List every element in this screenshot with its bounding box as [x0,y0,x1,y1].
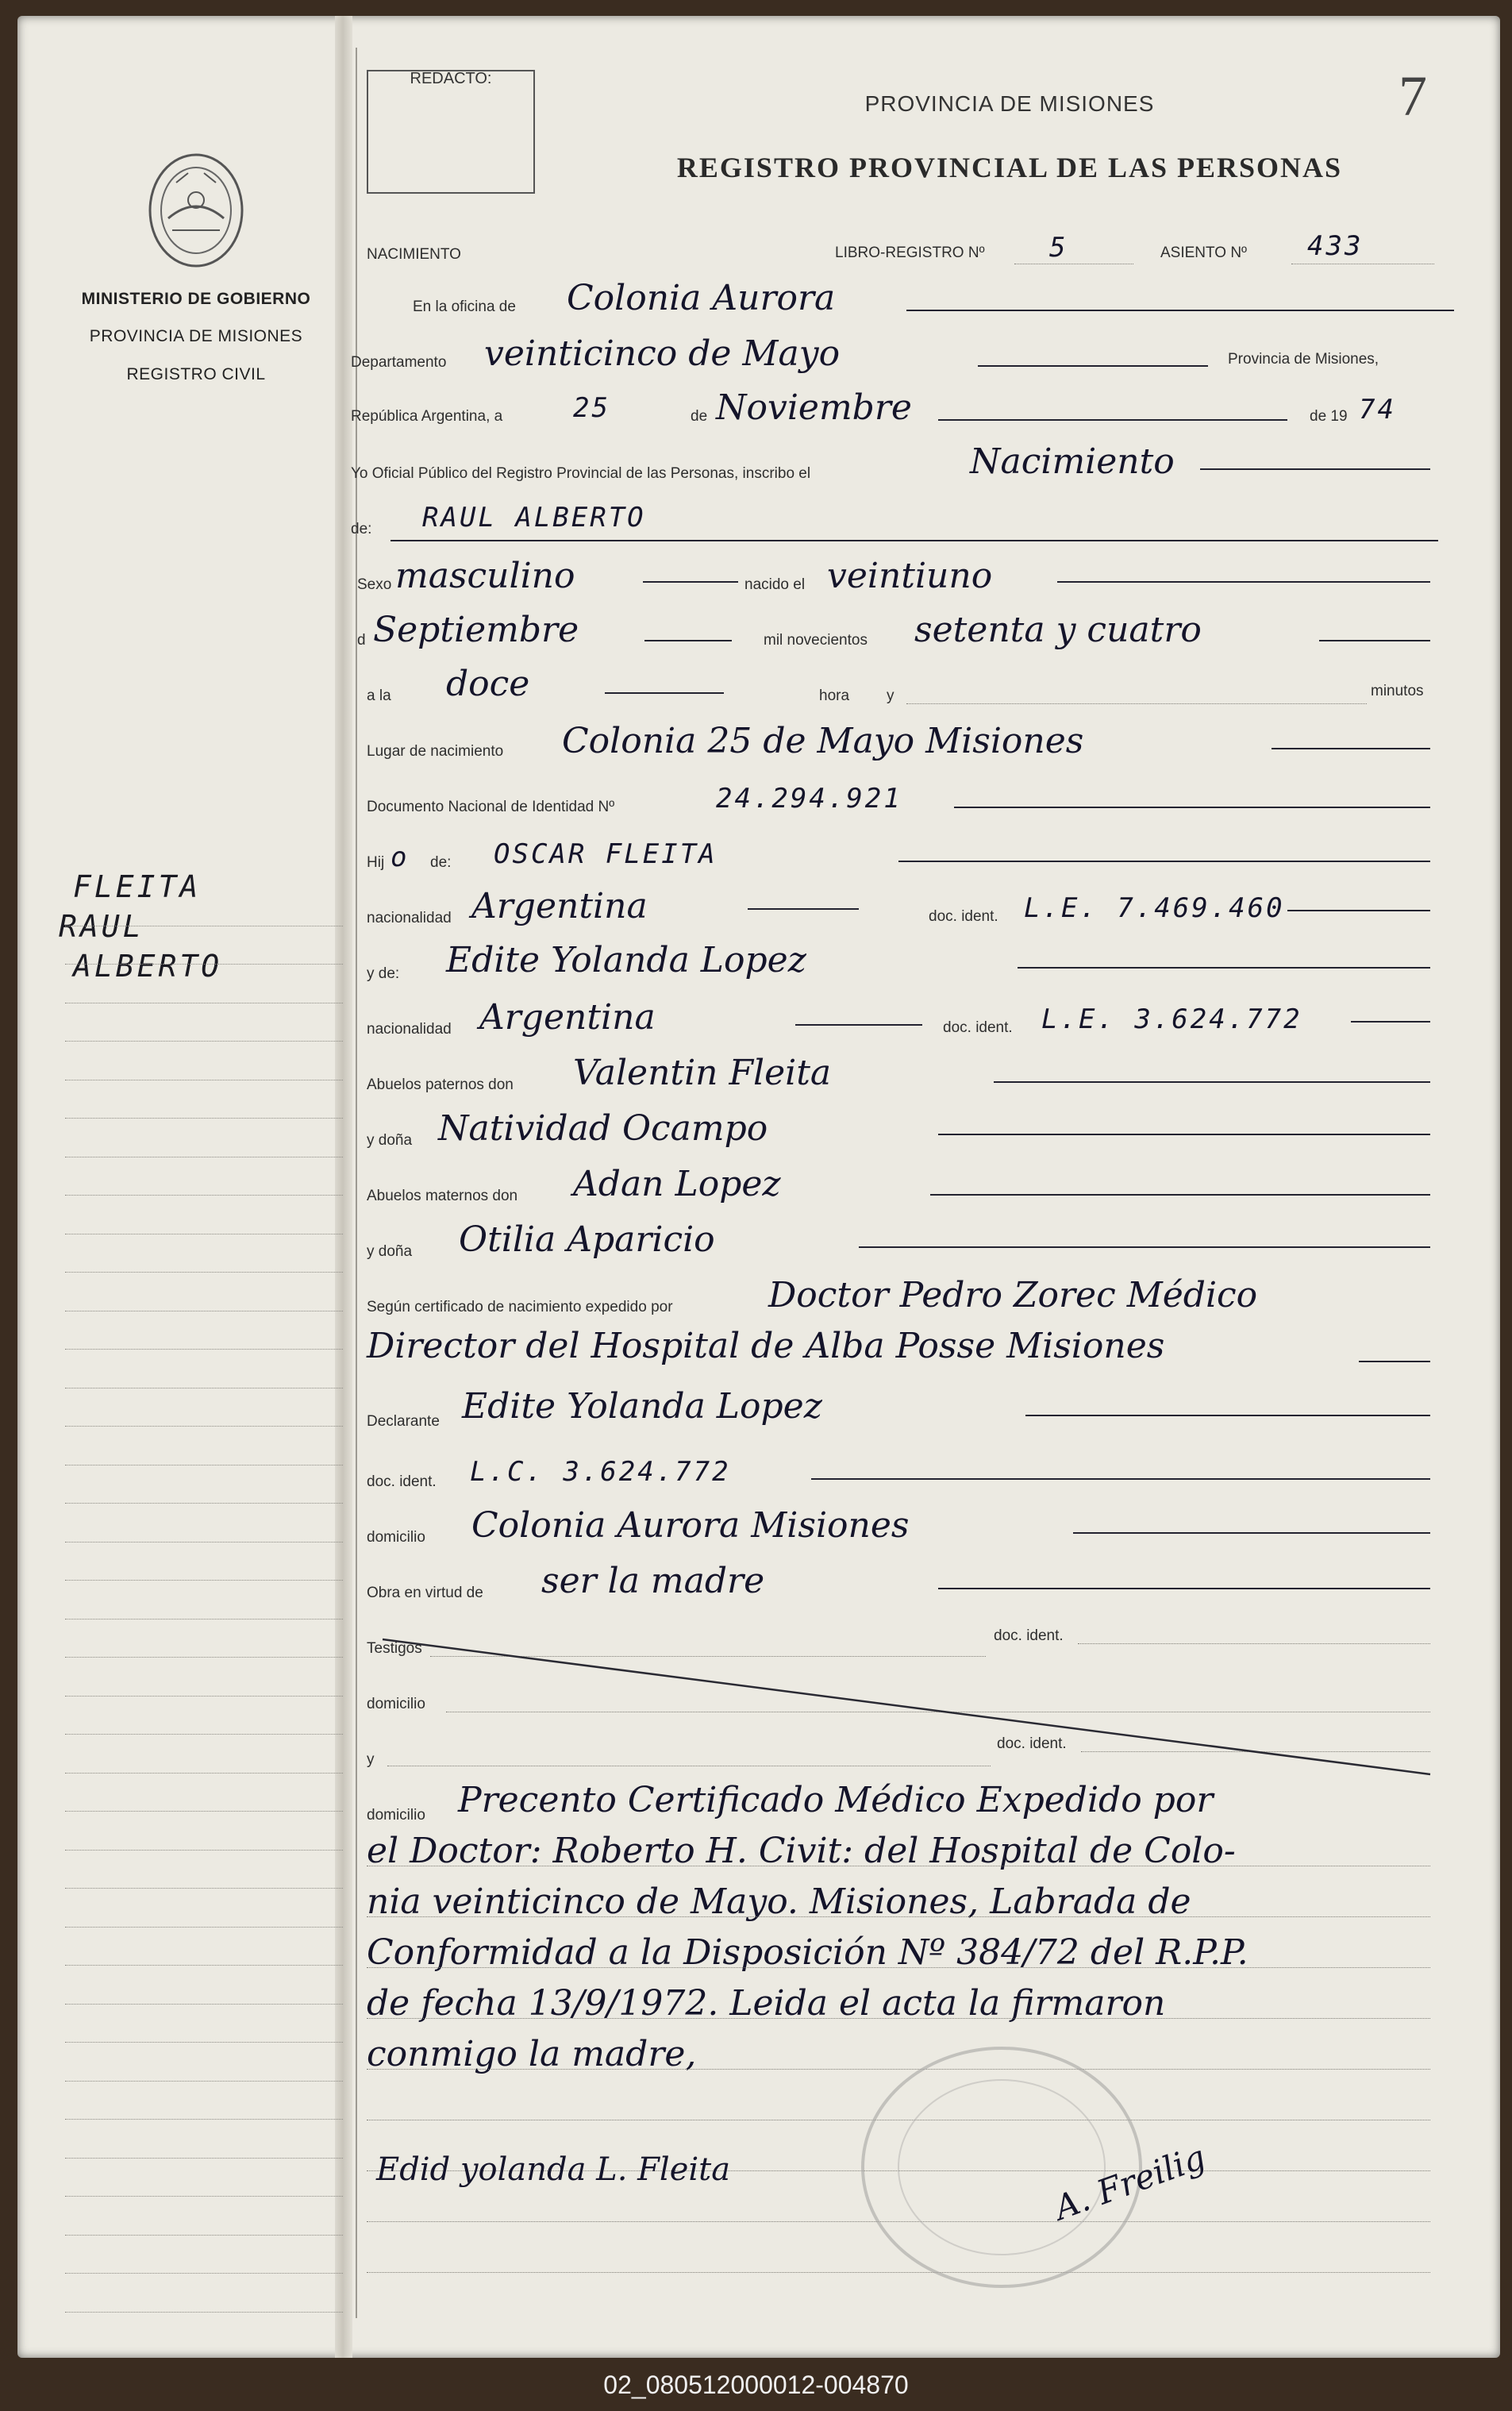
nombre-value: RAUL ALBERTO [422,502,646,533]
margin-surname: FLEITA [73,869,202,904]
anio-label: de 19 [1310,408,1348,425]
note-line-3: nia veinticinco de Mayo. Misiones, Labrada de [367,1881,1191,1922]
note-line-5: de fecha 13/9/1972. Leida el acta la firmaron [367,1983,1166,2024]
inscribo-value: Nacimiento [970,441,1175,482]
hora-value: doce [446,664,530,704]
image-id: 02_080512000012-004870 [603,2371,909,2399]
domicilio2-label: domicilio [367,1696,425,1712]
domicilio-value: Colonia Aurora Misiones [471,1505,910,1546]
docident4-label: doc. ident. [994,1627,1064,1644]
register-page [17,16,1500,2358]
dni-label: Documento Nacional de Identidad Nº [367,799,615,815]
docident3-value: L.C. 3.624.772 [470,1456,731,1488]
yde-label: y de: [367,965,400,982]
page-number: 7 [1399,64,1427,128]
d-label: d [357,632,366,649]
docident1-value: L.E. 7.469.460 [1024,892,1285,924]
domicilio3-label: domicilio [367,1807,425,1824]
y2-label: y [367,1751,375,1768]
cancel-line [367,1623,1462,1782]
registry-header: REGISTRO PROVINCIAL DE LAS PERSONAS [676,152,1343,183]
minutos-label: minutos [1371,683,1424,699]
nac2-label: nacionalidad [367,1021,452,1038]
margin-rule [356,48,357,2318]
obra-label: Obra en virtud de [367,1585,483,1601]
nac2-value: Argentina [479,997,656,1038]
abp-label: Abuelos paternos don [367,1076,514,1093]
asiento-label: ASIENTO Nº [1160,245,1247,261]
abp2-value: Natividad Ocampo [438,1108,768,1149]
declarante-label: Declarante [367,1413,440,1430]
province-header: PROVINCIA DE MISIONES [864,91,1155,116]
anio-nac-value: setenta y cuatro [914,610,1202,650]
ala-label: a la [367,687,391,704]
lugar-label: Lugar de nacimiento [367,743,504,760]
note-line-4: Conformidad a la Disposición Nº 384/72 del R.P.P. [367,1932,1248,1973]
dia-value: 25 [573,392,610,424]
de-label: de [691,408,708,425]
act-type-label: NACIMIENTO [367,246,461,263]
margin-lines [65,888,343,2313]
margin-name-1: RAUL [59,909,144,944]
lugar-value: Colonia 25 de Mayo Misiones [562,721,1084,761]
note-line-1: Precento Certificado Médico Expedido por [458,1780,1214,1820]
padre-value: OSCAR FLEITA [494,838,718,870]
hijo-de-label: de: [430,854,452,871]
mes-value: Noviembre [716,387,912,428]
docident2-label: doc. ident. [943,1019,1013,1036]
docident2-value: L.E. 3.624.772 [1041,1003,1302,1035]
cert-value-2: Director del Hospital de Alba Posse Misiones [367,1326,1165,1366]
madre-value: Edite Yolanda Lopez [446,940,806,980]
mes-nac-value: Septiembre [373,610,579,650]
domicilio-label: domicilio [367,1529,425,1546]
sexo-value: masculino [395,556,575,596]
ydona1-label: y doña [367,1132,413,1149]
left-column [65,151,327,405]
ministry-title: MINISTERIO DE GOBIERNO [81,290,311,308]
nacido-label: nacido el [744,576,806,593]
hora-label: hora [819,687,850,704]
ydona2-label: y doña [367,1243,413,1260]
cert-value: Doctor Pedro Zorec Médico [768,1275,1258,1315]
y-label: y [887,687,895,704]
declarante-value: Edite Yolanda Lopez [462,1386,822,1427]
note-line-2: el Doctor: Roberto H. Civit: del Hospital de Colo- [367,1831,1236,1871]
nacido-value: veintiuno [827,556,993,596]
oficina-value: Colonia Aurora [567,278,836,318]
hijo-label: Hij [367,854,385,871]
sexo-label: Sexo [357,576,392,593]
departamento-label: Departamento [351,354,447,371]
cert-label: Según certificado de nacimiento expedido por [367,1299,673,1315]
republica-label: República Argentina, a [351,408,503,425]
abp-value: Valentin Fleita [573,1053,832,1093]
redacto-label: REDACTO: [410,70,492,87]
anio-value: 74 [1359,394,1396,426]
docident3-label: doc. ident. [367,1473,437,1490]
docident5-label: doc. ident. [997,1735,1067,1752]
mil-label: mil novecientos [764,632,868,649]
registry-label: REGISTRO CIVIL [126,365,266,383]
libro-label: LIBRO-REGISTRO Nº [835,245,985,261]
docident1-label: doc. ident. [929,908,998,925]
province-label: PROVINCIA DE MISIONES [89,327,303,345]
signature-mother: Edid yolanda L. Fleita [376,2151,731,2188]
oficina-label: En la oficina de [413,298,516,315]
provincia-suffix: Provincia de Misiones, [1228,351,1379,368]
coat-of-arms-icon [144,151,248,270]
testigos-label: Testigos [367,1640,422,1657]
de2-label: de: [351,521,372,537]
dni-value: 24.294.921 [716,783,902,815]
redacto-box [367,70,535,194]
margin-name-2: ALBERTO [73,949,223,984]
signature-officer: A. Freilig [1049,2137,1211,2228]
nac1-label: nacionalidad [367,910,452,926]
note-line-6: conmigo la madre, [367,2034,697,2074]
abm-value: Adan Lopez [573,1164,781,1204]
nac1-value: Argentina [471,886,648,926]
hijo-suffix: o [391,842,410,873]
departamento-value: veinticinco de Mayo [484,333,841,374]
abm-label: Abuelos maternos don [367,1188,518,1204]
obra-value: ser la madre [541,1561,765,1601]
libro-value: 5 [1049,232,1068,264]
oficial-label: Yo Oficial Público del Registro Provincial de las Personas, inscribo el [351,465,811,482]
abm2-value: Otilia Aparicio [459,1219,715,1260]
asiento-value: 433 [1307,230,1364,262]
